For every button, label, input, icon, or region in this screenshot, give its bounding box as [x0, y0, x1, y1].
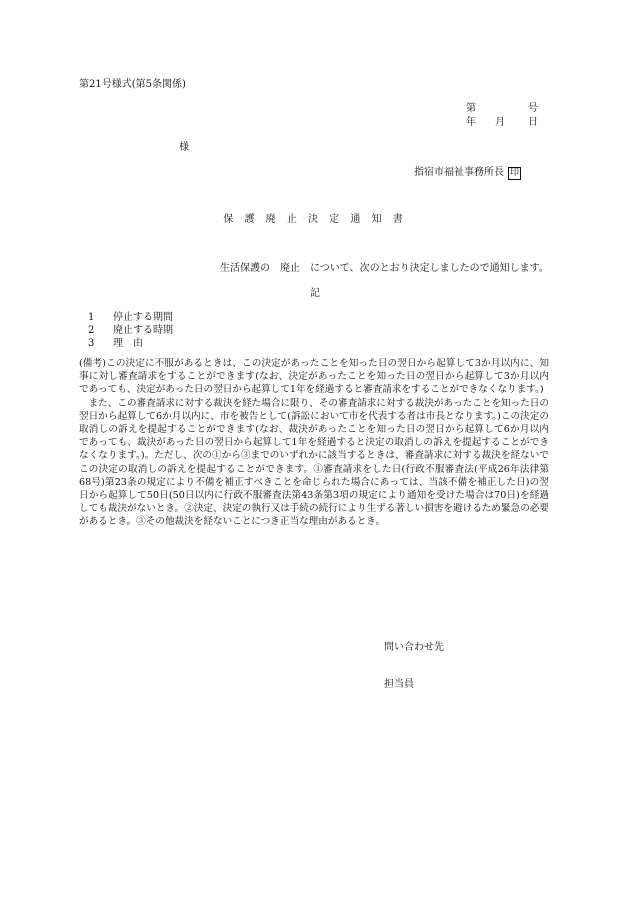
- seal-mark: 印: [510, 168, 520, 178]
- item-text: 廃止する時期: [113, 325, 173, 336]
- item-number: 1: [88, 312, 95, 323]
- staff-label: 担当員: [384, 679, 414, 690]
- notes-paragraph: また、この審査請求に対する裁決を経た場合に限り、その審査請求に対する裁決があったことを知った日の翌日から起算して6か月以内に、市を被告として(訴訟において市を代表する者は市長となります。)この決定の取消しの訴えを提起することができます(なお、裁決があったことを知った日の翌日から起算して6か月以内であっても、裁決があった日の翌日から起算して1年を経過すると決定の取消しの訴えを提起することができなくなります。)。ただし、次の①から③までのいずれかに該当するときは、審査請求に対する裁決を経ないでこの決定の取消しの訴えを提起することができます。①審査請求をした日(行政不服審査法(平成26年法律第68号)第23条の規定により不備を補正すべきことを命じられた場合にあっては、当該不備を補正した日)の翌日から起算して50日(50日以内に行政不服審査法第43条第3項の規定により通知を受けた場合は70日)を経過しても裁決がないとき。②決定、決定の執行又は手続の続行により生ずる著しい損害を避けるため緊急の必要があるとき。③その他裁決を経ないことにつき正当な理由があるとき。: [79, 397, 549, 528]
- form-label: 第21号様式(第5条関係): [79, 79, 186, 90]
- item-number: 3: [88, 338, 95, 349]
- item-number: 2: [88, 325, 95, 336]
- addressee: 様: [179, 142, 189, 153]
- number-prefix: 第: [466, 103, 476, 114]
- document-title: 保 護 廃 止 決 定 通 知 書: [223, 214, 407, 225]
- issuer-line: [414, 166, 521, 180]
- date-year-label: 年: [466, 117, 476, 128]
- ki-heading: 記: [310, 288, 320, 299]
- notes-paragraph: (備考)この決定に不服があるときは、この決定があったことを知った日の翌日から起算して3か月以内に、知事に対し審査請求をすることができます(なお、決定があったことを知った日の翌日から起算して3か月以内であっても、決定があった日の翌日から起算して1年を経過すると審査請求をすることができなくなります。): [79, 358, 549, 396]
- item-text: 停止する期間: [113, 312, 173, 323]
- date-day-label: 日: [528, 117, 538, 128]
- intro-statement: 生活保護の 廃止 について、次のとおり決定しましたので通知します。: [220, 263, 549, 274]
- date-month-label: 月: [495, 117, 505, 128]
- item-text: 理 由: [113, 338, 143, 349]
- notes-section: [79, 357, 549, 529]
- contact-label: 問い合わせ先: [384, 642, 444, 653]
- number-suffix: 号: [528, 103, 538, 114]
- issuer-name: 指宿市福祉事務所長: [414, 167, 504, 178]
